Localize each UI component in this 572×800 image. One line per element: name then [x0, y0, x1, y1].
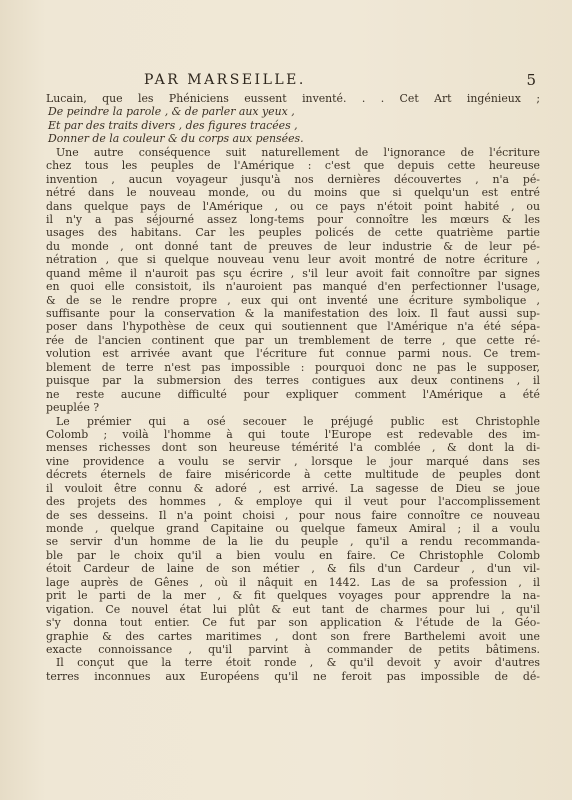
text-line: s'y donna tout entier. Ce fut par son application & l'étude de la Géo- [46, 616, 540, 630]
text-line: blement de terre n'est pas impossible : pourquoi donc ne pas le supposer, [46, 360, 540, 374]
text-line: menses richesses dont son heureuse témérité l'a comblée , & dont la di- [46, 441, 540, 455]
text-line: Le prémier qui a osé secouer le préjugé public est Christophle [56, 414, 540, 428]
text-line: décrets éternels de faire miséricorde à cette multitude de peuples dont [46, 468, 540, 482]
text-line: rée de l'ancien continent que par un tremblement de terre , que cette ré- [46, 333, 540, 347]
text-line: ble par le choix qu'il a bien voulu en faire. Ce Christophle Colomb [46, 548, 540, 562]
text-line: vigation. Ce nouvel état lui plût & eut tant de charmes pour lui , qu'il [46, 602, 540, 616]
verse-line: Et par des traits divers , des figures tracées , [48, 118, 298, 132]
text-line: exacte connoissance , qu'il parvint à commander de petits bâtimens. [46, 642, 540, 656]
verse-line: De peindre la parole , & de parler aux yeux , [48, 105, 295, 119]
page-header [46, 72, 536, 88]
text-line: ne reste aucune difficulté pour expliquer comment l'Amérique a été [46, 387, 540, 401]
text-line: suffisante pour la conservation & la manifestation des loix. Il faut aussi sup- [46, 307, 540, 320]
text-line: quand même il n'auroit pas sçu écrire , s'il leur avoit fait connoître par signes [46, 266, 540, 280]
text-line: nétré dans le nouveau monde, ou du moins que si quelqu'un est entré [46, 186, 540, 200]
running-head: PAR MARSEILLE. [144, 72, 306, 88]
text-line: en quoi elle consistoit, ils n'auroient pas manqué d'en perfectionner l'usage, [46, 280, 540, 294]
text-line: il vouloit être connu & adoré , est arrivé. La sagesse de Dieu se joue [46, 481, 540, 495]
text-line: Une autre conséquence suit naturellement de l'ignorance de l'écriture [56, 145, 540, 159]
text-line: des projets des hommes , & employe qui il veut pour l'accomplissement [46, 495, 540, 509]
text-line: dans quelque pays de l'Amérique , ou ce pays n'étoit point habité , ou [46, 199, 540, 213]
text-line: il n'y a pas séjourné assez long-tems pour connoître les mœurs & les [46, 212, 540, 226]
text-line: se servir d'un homme de la lie du peuple , qu'il a rendu recommanda- [46, 535, 540, 549]
text-line: lage auprès de Gênes , où il nâquit en 1442. Las de sa profession , il [46, 575, 540, 589]
text-line: Il conçut que la terre étoit ronde , & qu'il devoit y avoir d'autres [56, 656, 540, 670]
text-line: de ses desseins. Il n'a point choisi , pour nous faire connoître ce nouveau [46, 508, 540, 522]
text-line: nétration , que si quelque nouveau venu leur avoit montré de notre écriture , [46, 253, 540, 267]
text-line: monde , quelque grand Capitaine ou quelque fameux Amiral ; il a voulu [46, 522, 540, 535]
text-line: peuplée ? [46, 401, 100, 415]
verse-line: Donner de la couleur & du corps aux pensées. [48, 132, 304, 146]
text-line: invention , aucun voyageur jusqu'à nos dernières découvertes , n'a pé- [46, 172, 540, 186]
text-line: Lucain, que les Phéniciens eussent inventé. . . Cet Art ingénieux ; [46, 92, 540, 105]
body-text [46, 92, 540, 683]
page-number: 5 [526, 71, 536, 89]
text-line: prit le parti de la mer , & fit quelques voyages pour apprendre la na- [46, 589, 540, 603]
text-line: terres inconnues aux Européens qu'il ne feroit pas impossible de dé- [46, 669, 540, 683]
text-line: étoit Cardeur de laine de son métier , & fils d'un Cardeur , d'un vil- [46, 562, 540, 576]
text-line: vine providence a voulu se servir , lorsque le jour marqué dans ses [46, 454, 540, 468]
text-line: & de se le rendre propre , eux qui ont inventé une écriture symbolique , [46, 293, 540, 307]
text-line: puisque par la submersion des terres contigues aux deux continens , il [46, 374, 540, 388]
text-line: usages des habitans. Car les peuples policés de cette quatrième partie [46, 226, 540, 240]
text-line: du monde , ont donné tant de preuves de leur industrie & de leur pé- [46, 239, 540, 253]
text-line: poser dans l'hypothèse de ceux qui soutiennent que l'Amérique n'a été sépa- [46, 320, 540, 334]
text-line: Colomb ; voilà l'homme à qui toute l'Europe est redevable des im- [46, 427, 540, 441]
text-line: graphie & des cartes maritimes , dont son frere Barthelemi avoit une [46, 629, 540, 643]
text-line: volution est arrivée avant que l'écriture fut connue parmi nous. Ce trem- [46, 347, 540, 361]
text-line: chez tous les peuples de l'Amérique : c'est que depuis cette heureuse [46, 159, 540, 173]
